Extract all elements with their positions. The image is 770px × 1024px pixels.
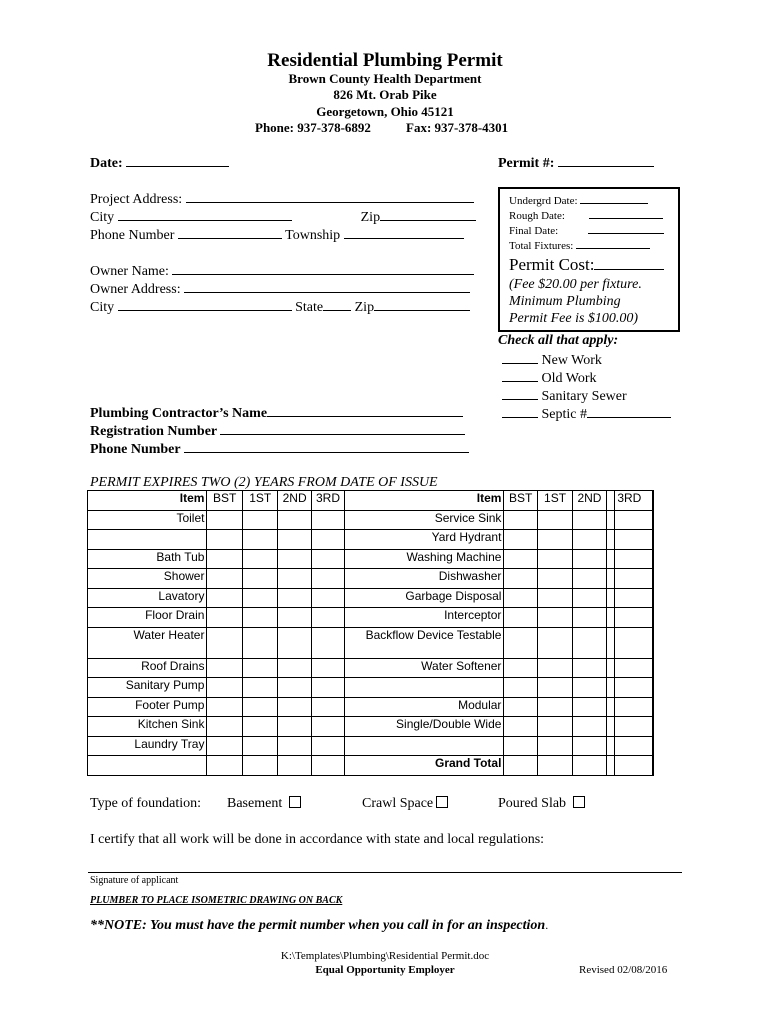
permit-cost[interactable] bbox=[509, 255, 664, 275]
table-row bbox=[88, 717, 653, 737]
fixture-count-cell[interactable] bbox=[207, 756, 243, 776]
fixture-count-cell[interactable] bbox=[573, 756, 606, 776]
fixture-count-cell[interactable] bbox=[278, 736, 311, 756]
fixture-item-right: Single/Double Wide bbox=[345, 717, 504, 737]
project-city-label: City bbox=[90, 210, 115, 225]
fixture-count-cell[interactable] bbox=[311, 588, 344, 608]
fixture-item-left: Kitchen Sink bbox=[88, 717, 207, 737]
dept-phone: Phone: 937-378-6892 bbox=[255, 120, 371, 135]
fixture-count-cell[interactable] bbox=[278, 530, 311, 550]
fixture-count-cell[interactable] bbox=[573, 627, 606, 658]
final-label: Final Date: bbox=[509, 225, 559, 237]
fixture-item-right: Interceptor bbox=[345, 608, 504, 628]
table-row bbox=[88, 510, 653, 530]
fixture-count-cell[interactable] bbox=[504, 736, 537, 756]
fee-line-1: (Fee $20.00 per fixture. bbox=[509, 277, 642, 292]
foundation-crawl-space[interactable] bbox=[362, 796, 448, 812]
fixture-item-left: Water Heater bbox=[88, 627, 207, 658]
poured-slab-checkbox[interactable] bbox=[573, 796, 585, 808]
dept-name: Brown County Health Department bbox=[288, 71, 482, 86]
fixture-count-cell[interactable] bbox=[207, 549, 243, 569]
fixture-item-right: Dishwasher bbox=[345, 569, 504, 589]
signature-line[interactable] bbox=[88, 872, 682, 873]
isometric-note: PLUMBER TO PLACE ISOMETRIC DRAWING ON BACK bbox=[90, 895, 343, 906]
header-2nd-left: 2ND bbox=[278, 491, 311, 511]
fixture-count-cell[interactable] bbox=[311, 510, 344, 530]
check-new-work[interactable] bbox=[502, 351, 602, 369]
fixture-count-cell[interactable] bbox=[242, 588, 278, 608]
fixture-count-cell[interactable] bbox=[537, 549, 573, 569]
contractor-name-label: Plumbing Contractor’s Name bbox=[90, 406, 268, 421]
foundation-basement[interactable] bbox=[227, 796, 301, 812]
fixture-item-left: Bath Tub bbox=[88, 549, 207, 569]
permit-cost-label: Permit Cost: bbox=[509, 255, 595, 274]
undergrd-label: Undergrd Date: bbox=[509, 195, 578, 207]
table-row bbox=[88, 756, 653, 776]
fixture-count-cell[interactable] bbox=[537, 588, 573, 608]
fixture-count-cell[interactable] bbox=[278, 678, 311, 698]
fixture-count-cell[interactable] bbox=[278, 756, 311, 776]
fixture-count-cell[interactable] bbox=[504, 549, 537, 569]
inspection-note bbox=[90, 918, 548, 934]
fixture-item-left bbox=[88, 756, 207, 776]
basement-label: Basement bbox=[227, 796, 283, 811]
header-3rd-right: 3RD bbox=[606, 491, 652, 511]
fixture-count-cell[interactable] bbox=[242, 549, 278, 569]
dept-street: 826 Mt. Orab Pike bbox=[333, 87, 437, 102]
footer-path: K:\Templates\Plumbing\Residential Permit.doc bbox=[280, 950, 490, 962]
fixture-count-cell[interactable] bbox=[242, 510, 278, 530]
fixture-count-cell[interactable] bbox=[278, 697, 311, 717]
fixture-table bbox=[87, 490, 653, 776]
fixture-count-cell[interactable] bbox=[504, 627, 537, 658]
check-septic[interactable] bbox=[502, 405, 671, 423]
project-phone-row[interactable] bbox=[90, 226, 464, 244]
fixture-item-right: Grand Total bbox=[345, 756, 504, 776]
fixture-item-left: Laundry Tray bbox=[88, 736, 207, 756]
date-label: Date: bbox=[90, 156, 123, 171]
table-row bbox=[88, 678, 653, 698]
fixture-count-cell[interactable] bbox=[207, 736, 243, 756]
fixture-count-cell[interactable] bbox=[207, 569, 243, 589]
fixture-count-cell[interactable] bbox=[311, 549, 344, 569]
fee-line-2: Minimum Plumbing bbox=[509, 294, 621, 309]
header-bst-right: BST bbox=[504, 491, 537, 511]
fixture-count-cell[interactable] bbox=[311, 569, 344, 589]
fixture-count-cell[interactable] bbox=[242, 736, 278, 756]
inspection-note-text: **NOTE: You must have the permit number when you call in for an inspection bbox=[90, 918, 546, 933]
fixture-count-cell[interactable] bbox=[504, 756, 537, 776]
fixtures-label: Total Fixtures: bbox=[509, 240, 574, 252]
fixture-count-cell[interactable] bbox=[207, 530, 243, 550]
fixture-count-cell[interactable] bbox=[311, 658, 344, 678]
permit-expires-note: PERMIT EXPIRES TWO (2) YEARS FROM DATE OF ISSUE bbox=[90, 475, 438, 490]
check-old-work-label: Old Work bbox=[541, 371, 597, 386]
fixture-item-right: Modular bbox=[345, 697, 504, 717]
fixture-count-cell[interactable] bbox=[573, 697, 606, 717]
foundation-label: Type of foundation: bbox=[90, 796, 201, 811]
fixture-count-cell[interactable] bbox=[242, 678, 278, 698]
table-row bbox=[88, 608, 653, 628]
fixture-count-cell[interactable] bbox=[242, 717, 278, 737]
fixture-count-cell[interactable] bbox=[242, 627, 278, 658]
fixture-count-cell[interactable] bbox=[504, 588, 537, 608]
table-header-row bbox=[88, 491, 653, 511]
fixture-count-cell[interactable] bbox=[504, 530, 537, 550]
fixture-count-cell[interactable] bbox=[573, 510, 606, 530]
footer-employer: Equal Opportunity Employer bbox=[315, 964, 455, 976]
table-row bbox=[88, 627, 653, 658]
check-new-work-label: New Work bbox=[541, 353, 602, 368]
fixture-count-cell[interactable] bbox=[573, 569, 606, 589]
fixture-count-cell[interactable] bbox=[242, 697, 278, 717]
page-title: Residential Plumbing Permit bbox=[267, 50, 503, 71]
owner-city-row[interactable] bbox=[90, 298, 470, 316]
fixture-count-cell[interactable] bbox=[537, 678, 573, 698]
header-item-left: Item bbox=[88, 491, 207, 511]
fixture-count-cell[interactable] bbox=[504, 678, 537, 698]
fixture-count-cell[interactable] bbox=[537, 658, 573, 678]
owner-address-label: Owner Address: bbox=[90, 282, 181, 297]
fixture-count-cell[interactable] bbox=[278, 717, 311, 737]
fixture-count-cell[interactable] bbox=[207, 658, 243, 678]
fixture-count-cell[interactable] bbox=[573, 549, 606, 569]
fixture-count-cell[interactable] bbox=[537, 608, 573, 628]
permit-label: Permit #: bbox=[498, 156, 555, 171]
table-row bbox=[88, 569, 653, 589]
certify-statement: I certify that all work will be done in accordance with state and local regulations: bbox=[90, 832, 545, 847]
fixture-count-cell[interactable] bbox=[278, 588, 311, 608]
fixture-count-cell[interactable] bbox=[311, 627, 344, 658]
contractor-phone-field[interactable] bbox=[90, 440, 469, 458]
rough-label: Rough Date: bbox=[509, 210, 565, 222]
owner-zip-label: Zip bbox=[354, 300, 375, 315]
fee-line-3: Permit Fee is $100.00) bbox=[509, 311, 639, 326]
fixture-count-cell[interactable] bbox=[311, 530, 344, 550]
fixture-count-cell[interactable] bbox=[311, 756, 344, 776]
final-date[interactable] bbox=[509, 224, 664, 237]
check-old-work[interactable] bbox=[502, 369, 597, 387]
foundation-poured-slab[interactable] bbox=[498, 796, 585, 812]
owner-address-field[interactable] bbox=[90, 280, 470, 298]
fixture-count-cell[interactable] bbox=[242, 658, 278, 678]
fixture-count-cell[interactable] bbox=[537, 627, 573, 658]
fixture-count-cell[interactable] bbox=[504, 510, 537, 530]
table-row bbox=[88, 697, 653, 717]
footer-revised: Revised 02/08/2016 bbox=[579, 964, 668, 976]
fixture-count-cell[interactable] bbox=[278, 549, 311, 569]
table-row bbox=[88, 549, 653, 569]
signature-label: Signature of applicant bbox=[90, 875, 179, 886]
fixture-count-cell[interactable] bbox=[278, 627, 311, 658]
crawl-space-label: Crawl Space bbox=[362, 796, 434, 811]
fixture-item-left: Roof Drains bbox=[88, 658, 207, 678]
fixture-count-cell[interactable] bbox=[573, 658, 606, 678]
fixture-count-cell[interactable] bbox=[537, 717, 573, 737]
extra-column bbox=[614, 490, 654, 776]
fixture-item-left: Sanitary Pump bbox=[88, 678, 207, 698]
total-fixtures[interactable] bbox=[509, 239, 650, 252]
fixture-count-cell[interactable] bbox=[537, 736, 573, 756]
owner-state-label: State bbox=[295, 300, 324, 315]
check-septic-label: Septic # bbox=[541, 407, 587, 422]
fixture-count-cell[interactable] bbox=[242, 569, 278, 589]
fixture-count-cell[interactable] bbox=[504, 658, 537, 678]
fixture-item-right: Backflow Device Testable bbox=[345, 627, 504, 658]
fixture-item-left: Lavatory bbox=[88, 588, 207, 608]
fixture-count-cell[interactable] bbox=[537, 756, 573, 776]
owner-name-label: Owner Name: bbox=[90, 264, 169, 279]
dept-fax: Fax: 937-378-4301 bbox=[406, 120, 509, 135]
fixture-count-cell[interactable] bbox=[242, 608, 278, 628]
fixture-count-cell[interactable] bbox=[278, 608, 311, 628]
fixture-item-left: Toilet bbox=[88, 510, 207, 530]
office-use-box bbox=[498, 187, 680, 332]
fixture-count-cell[interactable] bbox=[537, 530, 573, 550]
header-item-right: Item bbox=[345, 491, 504, 511]
contractor-phone-label: Phone Number bbox=[90, 442, 181, 457]
fixture-count-cell[interactable] bbox=[573, 736, 606, 756]
basement-checkbox[interactable] bbox=[289, 796, 301, 808]
fixture-count-cell[interactable] bbox=[573, 530, 606, 550]
fixture-count-cell[interactable] bbox=[504, 608, 537, 628]
fixture-item-right: Garbage Disposal bbox=[345, 588, 504, 608]
fixture-count-cell[interactable] bbox=[207, 697, 243, 717]
fixture-count-cell[interactable] bbox=[504, 569, 537, 589]
fixture-count-cell[interactable] bbox=[242, 530, 278, 550]
header-1st-right: 1ST bbox=[537, 491, 573, 511]
fixture-count-cell[interactable] bbox=[537, 569, 573, 589]
fixture-item-right: Water Softener bbox=[345, 658, 504, 678]
fixture-count-cell[interactable] bbox=[311, 697, 344, 717]
fixture-count-cell[interactable] bbox=[207, 717, 243, 737]
check-sanitary-sewer[interactable] bbox=[502, 387, 627, 405]
fixture-count-cell[interactable] bbox=[504, 697, 537, 717]
fixture-count-cell[interactable] bbox=[573, 678, 606, 698]
fixture-item-left: Shower bbox=[88, 569, 207, 589]
fixture-count-cell[interactable] bbox=[242, 756, 278, 776]
project-phone-label: Phone Number bbox=[90, 228, 175, 243]
undergrd-date[interactable] bbox=[509, 194, 648, 207]
header-bst-left: BST bbox=[207, 491, 243, 511]
fixture-count-cell[interactable] bbox=[278, 510, 311, 530]
fixture-item-right: Service Sink bbox=[345, 510, 504, 530]
registration-number-field[interactable] bbox=[90, 422, 465, 440]
fixture-count-cell[interactable] bbox=[311, 608, 344, 628]
check-sanitary-sewer-label: Sanitary Sewer bbox=[541, 389, 627, 404]
owner-name-field[interactable] bbox=[90, 262, 474, 280]
date-field[interactable] bbox=[90, 154, 229, 172]
crawl-space-checkbox[interactable] bbox=[436, 796, 448, 808]
header-2nd-right: 2ND bbox=[573, 491, 606, 511]
fixture-count-cell[interactable] bbox=[311, 736, 344, 756]
fixture-count-cell[interactable] bbox=[207, 588, 243, 608]
table-row bbox=[88, 530, 653, 550]
permit-number-field[interactable] bbox=[498, 154, 654, 172]
fixture-item-left: Footer Pump bbox=[88, 697, 207, 717]
fixture-count-cell[interactable] bbox=[278, 569, 311, 589]
fixture-count-cell[interactable] bbox=[311, 717, 344, 737]
fixture-item-right: Yard Hydrant bbox=[345, 530, 504, 550]
fixture-count-cell[interactable] bbox=[207, 627, 243, 658]
fixture-count-cell[interactable] bbox=[207, 608, 243, 628]
table-row bbox=[88, 588, 653, 608]
fixture-count-cell[interactable] bbox=[573, 717, 606, 737]
fixture-item-right: Washing Machine bbox=[345, 549, 504, 569]
fixture-item-right bbox=[345, 678, 504, 698]
project-township-label: Township bbox=[285, 228, 341, 243]
fixture-count-cell[interactable] bbox=[207, 678, 243, 698]
poured-slab-label: Poured Slab bbox=[498, 796, 567, 811]
fixture-count-cell[interactable] bbox=[311, 678, 344, 698]
header-3rd-left: 3RD bbox=[311, 491, 344, 511]
fixture-item-left: Floor Drain bbox=[88, 608, 207, 628]
project-city-row[interactable] bbox=[90, 208, 476, 226]
contractor-name-field[interactable] bbox=[90, 404, 463, 422]
fixture-count-cell[interactable] bbox=[207, 510, 243, 530]
inspection-note-end: . bbox=[545, 918, 549, 932]
fixture-count-cell[interactable] bbox=[504, 717, 537, 737]
table-row bbox=[88, 658, 653, 678]
check-title: Check all that apply: bbox=[498, 333, 619, 348]
fixture-count-cell[interactable] bbox=[537, 510, 573, 530]
fixture-item-right bbox=[345, 736, 504, 756]
header-1st-left: 1ST bbox=[242, 491, 278, 511]
rough-date[interactable] bbox=[509, 209, 663, 222]
fixture-count-cell[interactable] bbox=[278, 658, 311, 678]
project-zip-label: Zip bbox=[360, 210, 381, 225]
fixture-count-cell[interactable] bbox=[573, 608, 606, 628]
owner-city-label: City bbox=[90, 300, 115, 315]
fixture-count-cell[interactable] bbox=[573, 588, 606, 608]
dept-city: Georgetown, Ohio 45121 bbox=[316, 104, 454, 119]
registration-label: Registration Number bbox=[90, 424, 217, 439]
project-address-field[interactable] bbox=[90, 190, 474, 208]
fixture-count-cell[interactable] bbox=[537, 697, 573, 717]
project-address-label: Project Address: bbox=[90, 192, 183, 207]
fixture-item-left bbox=[88, 530, 207, 550]
table-row bbox=[88, 736, 653, 756]
